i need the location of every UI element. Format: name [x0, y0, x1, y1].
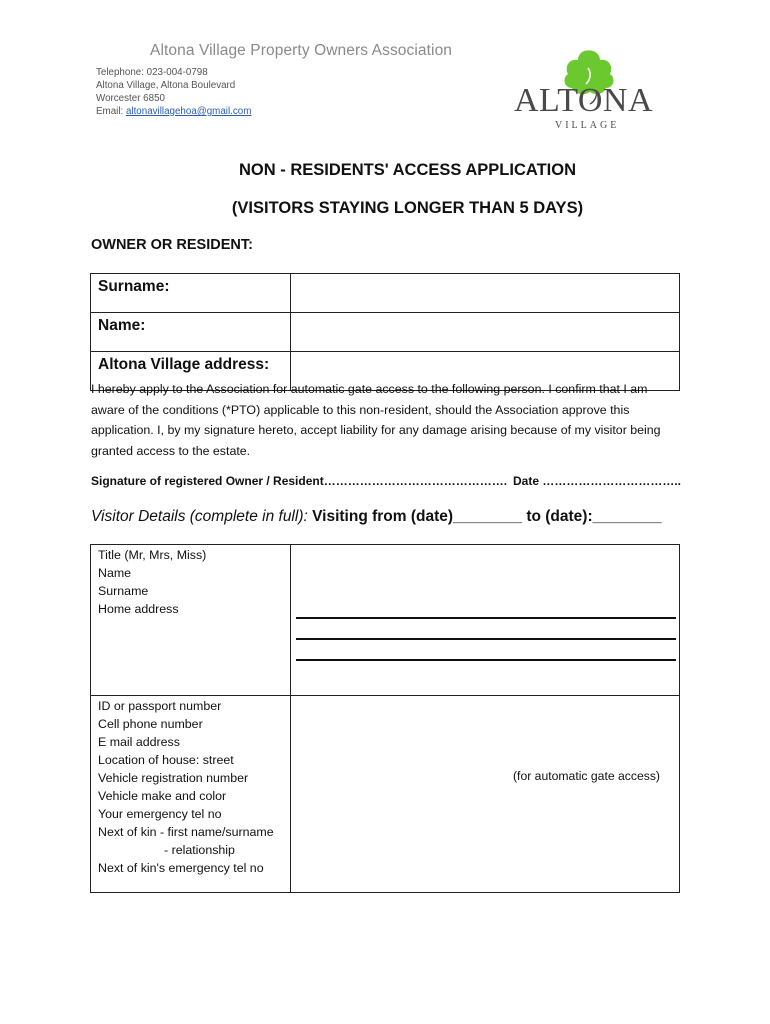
owner-section-label: OWNER OR RESIDENT: [91, 237, 253, 253]
owner-surname-field[interactable] [291, 274, 680, 313]
table-row [91, 274, 680, 313]
email-address-label: E mail address [98, 735, 180, 749]
name-label: Name: [91, 313, 291, 352]
emergency-label: Your emergency tel no [98, 807, 222, 821]
address-line-1: Altona Village, Altona Boulevard [96, 80, 236, 91]
date-label: Date …………………………….. [512, 474, 681, 488]
email-label: Email: [96, 106, 126, 117]
owner-name-field[interactable] [291, 313, 680, 352]
contact-details [96, 66, 251, 118]
address-line-2: Worcester 6850 [96, 93, 165, 104]
org-name: Altona Village Property Owners Association [150, 42, 453, 59]
form-subtitle: (VISITORS STAYING LONGER THAN 5 DAYS) [231, 199, 584, 217]
next-of-kin-label: Next of kin - first name/surname [98, 825, 274, 839]
relationship-label: - relationship [164, 843, 235, 857]
visitor-heading-italic: Visitor Details (complete in full): [91, 508, 308, 525]
declaration-text: I hereby apply to the Association for automatic gate access to the following person. I confirm that I am aware of the conditions (*PTO) applicable to this non-resident, should the Association approve this application. I, by my signature hereto, accept liability for any damage arising because of my visitor being granted access to the estate. [91, 382, 661, 458]
visitor-surname-label: Surname [98, 584, 149, 598]
visitor-heading-dates: Visiting from (date)________ to (date):________ [307, 508, 662, 525]
location-label: Location of house: street [98, 753, 234, 767]
row-divider [91, 695, 679, 696]
kin-emergency-label: Next of kin's emergency tel no [98, 861, 264, 875]
logo-wordmark: ALTONA [514, 82, 654, 119]
signature-row [91, 474, 681, 488]
form-title: NON - RESIDENTS' ACCESS APPLICATION [238, 161, 576, 179]
column-divider [290, 545, 291, 892]
email-link[interactable]: altonavillagehoa@gmail.com [125, 106, 252, 117]
logo-subtitle: VILLAGE [555, 120, 620, 131]
visitor-heading [91, 508, 681, 526]
visitor-table [90, 544, 680, 893]
gate-access-note: (for automatic gate access) [513, 769, 660, 783]
email-line [96, 105, 251, 118]
vehicle-reg-label: Vehicle registration number [98, 771, 249, 785]
title-label: Title (Mr, Mrs, Miss) [98, 548, 207, 562]
table-row [91, 313, 680, 352]
home-address-label: Home address [98, 602, 179, 616]
surname-label: Surname: [91, 274, 291, 313]
cell-label: Cell phone number [98, 717, 203, 731]
owner-table [90, 273, 680, 391]
vehicle-make-label: Vehicle make and color [98, 789, 227, 803]
id-number-label: ID or passport number [98, 699, 222, 713]
visitor-name-label: Name [98, 566, 132, 580]
address-line[interactable] [296, 617, 676, 619]
address-line[interactable] [296, 659, 676, 661]
address-label: Altona Village address: [91, 352, 291, 391]
telephone: Telephone: 023-004-0798 [96, 67, 208, 78]
address-line[interactable] [296, 638, 676, 640]
signature-label: Signature of registered Owner / Resident………………………………………. [91, 474, 508, 488]
